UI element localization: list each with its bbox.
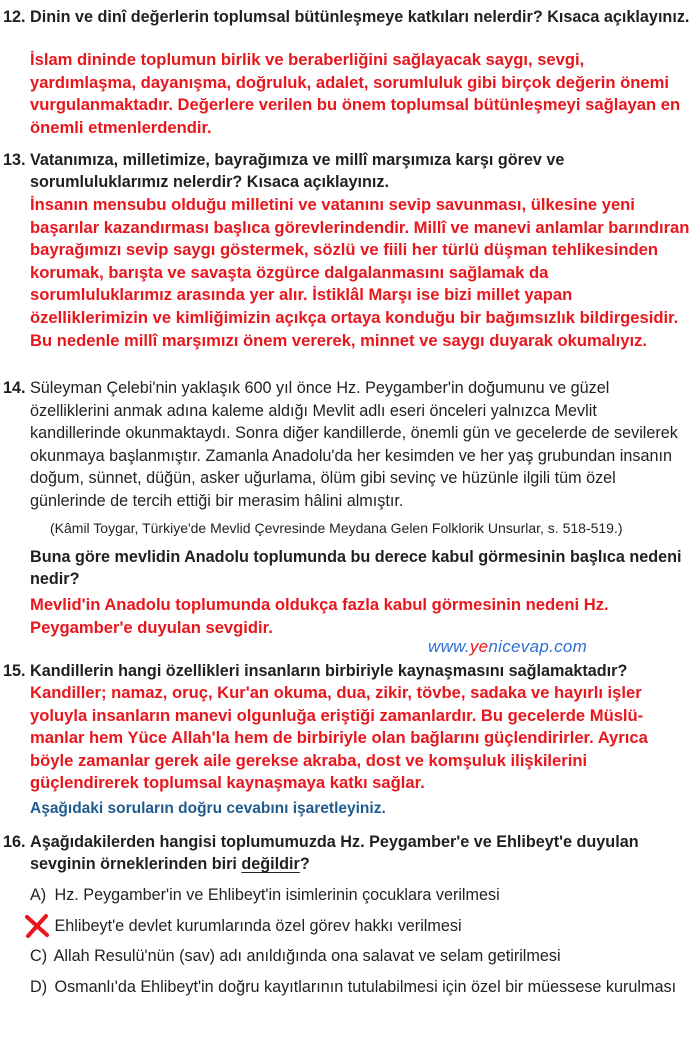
question-number: 13. [3,151,26,169]
watermark: www.yenicevap.com [428,637,588,656]
question-14-text: Buna göre mevlidin Anadolu toplumunda bu derece kabul görmesinin başlıca nedeni nedir? [30,548,682,588]
answer-13: İnsanın mensubu olduğu milletini ve vatanını sevip savunması, ülkesine yeni başarılar kazandırması başlıca görevlerindendir. Millî ve manevi anlamlar barındıran bayrağımızı sevip saygı göstermek, sözlü ve fiili her türlü düşman tehlikesinden korumak, barışta ve savaşta özgürce dalgalanmasını sağlamak da sorumluluklarımız arasında yer alır. İstiklâl Marşı ise bizi millet yapan özelliklerimizin ve kimliğimizin açıkça ortaya konduğu bir bağımsızlık bildirgesidir. Bu nedenle millî marşımızı önem vererek, minnet ve saygı duyarak okumalıyız. [30,195,690,350]
question-13-text: Vatanımıza, milletimize, bayrağımıza ve millî marşımıza karşı görev ve sorumluluklarımız nelerdir? Kısaca açıklayınız. [30,151,565,191]
option-b[interactable]: Ehlibeyt'e devlet kurumlarında özel görev hakkı verilmesi [54,917,462,935]
question-15-text: Kandillerin hangi özellikleri insanların birbiriyle kaynaşmasını sağlamaktadır? [30,662,628,680]
question-number: 14. [3,379,26,397]
negation-underline: değildir [241,855,300,873]
answer-15: Kandiller; namaz, oruç, Kur'an okuma, dua, zikir, tövbe, sadaka ve hayırlı işler yoluyla insanların manevi olgunluğa eriştiği zamanlardır. Bu gecelerde Müslü- manlar hem Yüce Allah'la hem de birbiriyle olan bağlarını güçlendirirler. Ayrıca böyle zamanlar gerek aile gerekse akraba, dost ve komşuluk ilişkilerini güçlendirerek toplumsal kaynaşmaya katkı sağlar. [30,683,648,793]
answer-14: Mevlid'in Anadolu toplumunda oldukça fazla kabul görmesinin nedeni Hz. Peygamber'e duyulan sevgidir. [30,595,609,637]
option-c[interactable]: C) Allah Resulü'nün (sav) adı anıldığında ona salavat ve selam getirilmesi [30,947,561,965]
question-number: 15. [3,662,26,680]
passage-14: Süleyman Çelebi'nin yaklaşık 600 yıl önce Hz. Peygamber'in doğumunu ve güzel özelliklerini anmak adına kaleme aldığı Mevlit adlı eseri önceleri yalnızca Mevlit kandillerinde okunmaktaydı. Sonra diğer kandillerde, önemli gün ve gecelerde de sevilerek okunmaya başlanmıştır. Zamanla Anadolu'da her kesimden ve her yaş grubundan insanın doğum, sünnet, düğün, asker uğurlama, ölüm gibi sevinç ve hüzünle ilgili tüm özel günlerinde de tercih ettiği bir merasim hâlini almıştır. [30,379,678,510]
option-a[interactable]: A) Hz. Peygamber'in ve Ehlibeyt'in isimlerinin çocuklara verilmesi [30,886,500,904]
answer-mark-x-icon [24,914,50,938]
citation: (Kâmil Toygar, Türkiye'de Mevlid Çevresinde Meydana Gelen Folklorik Unsurlar, s. 518-519.) [50,520,623,536]
question-number: 12. [3,8,26,26]
instruction-text: Aşağıdaki soruların doğru cevabını işaretleyiniz. [30,800,386,817]
question-16-text: Aşağıdakilerden hangisi toplumumuzda Hz. Peygamber'e ve Ehlibeyt'e duyulan sevginin örneklerinden biri değildir? [30,833,639,873]
question-number: 16. [3,833,26,851]
option-d[interactable]: D) Osmanlı'da Ehlibeyt'in doğru kayıtlarının tutulabilmesi için özel bir müessese kurulması [30,978,677,996]
answer-12: İslam dininde toplumun birlik ve beraberliğini sağlayacak saygı, sevgi, yardımlaşma, dayanışma, doğruluk, adalet, sorumluluk gibi birçok değerin önemi vurgulanmaktadır. Değerlere verilen bu önem toplumsal bütünleşmeyi sağlayan en önemli etmenlerdendir. [30,50,681,137]
question-12-text: Dinin ve dinî değerlerin toplumsal bütünleşmeye katkıları nelerdir? Kısaca açıklayınız. [30,8,690,26]
